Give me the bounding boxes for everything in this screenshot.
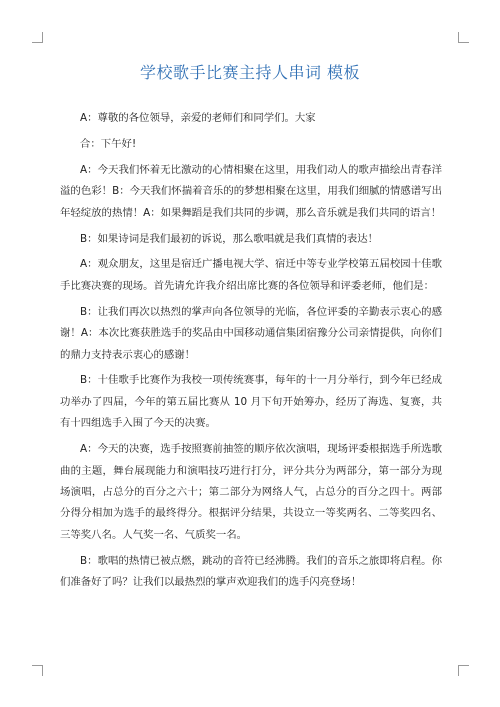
paragraph: A：尊敬的各位领导，亲爱的老师们和同学们。大家: [80, 112, 316, 124]
paragraph: A：观众朋友，这里是宿迁广播电视大学、宿迁中等专业学校第五届校园十佳歌手比赛决赛的现场。首先请允许我介绍出席比赛的各位领导和评委老师，他们是：: [60, 258, 442, 292]
paragraph: A：今天的决赛，选手按照赛前抽签的顺序依次演唱，现场评委根据选手所选歌曲的主题，舞台展现能力和演唱技巧进行打分，评分共分为两部分，第一部分为现场演唱，占总分的百分之六十；第二部分为网络人气，占总分的百分之四十。两部分得分相加为选手的最终得分。根据评分结果，共设立一等奖两名、二等奖四名、三等奖八名。人气奖一名、气质奖一名。: [60, 443, 442, 541]
paragraph: A：今天我们怀着无比激动的心情相聚在这里，用我们动人的歌声描绘出青春洋溢的色彩！B：今天我们怀揣着音乐的的梦想相聚在这里，用我们细腻的情感谱写出年轻绽放的热情！A：如果舞蹈是我们共同的步调，那么音乐就是我们共同的语言！: [60, 163, 442, 219]
paragraph: B：让我们再次以热烈的掌声向各位领导的光临，各位评委的辛勤表示衷心的感谢！A：本次比赛获胜选手的奖品由中国移动通信集团宿豫分公司亲情提供，向你们的鼎力支持表示衷心的感谢！: [60, 305, 442, 361]
crop-mark-top-right: [458, 32, 469, 43]
crop-mark-bottom-right: [458, 665, 469, 676]
paragraph: B：如果诗词是我们最初的诉说，那么歌唱就是我们真情的表达！: [80, 232, 379, 245]
paragraph: B：十佳歌手比赛作为我校一项传统赛事，每年的十一月分举行，到今年已经成功举办了四届，今年的第五届比赛从 10 月下旬开始筹办，经历了海选、复赛，共有十四组选手入围了今天的决赛。: [60, 374, 442, 430]
paragraph: 合：下午好!: [80, 137, 137, 150]
crop-mark-bottom-left: [32, 665, 43, 676]
paragraph: B：歌唱的热情已被点燃，跳动的音符已经沸腾。我们的音乐之旅即将启程。你们准备好了吗？让我们以最热烈的掌声欢迎我们的选手闪亮登场！: [60, 554, 442, 589]
crop-mark-top-left: [32, 32, 43, 43]
document-title: 学校歌手比赛主持人串词 模板: [139, 63, 361, 82]
document-body: [60, 108, 442, 598]
